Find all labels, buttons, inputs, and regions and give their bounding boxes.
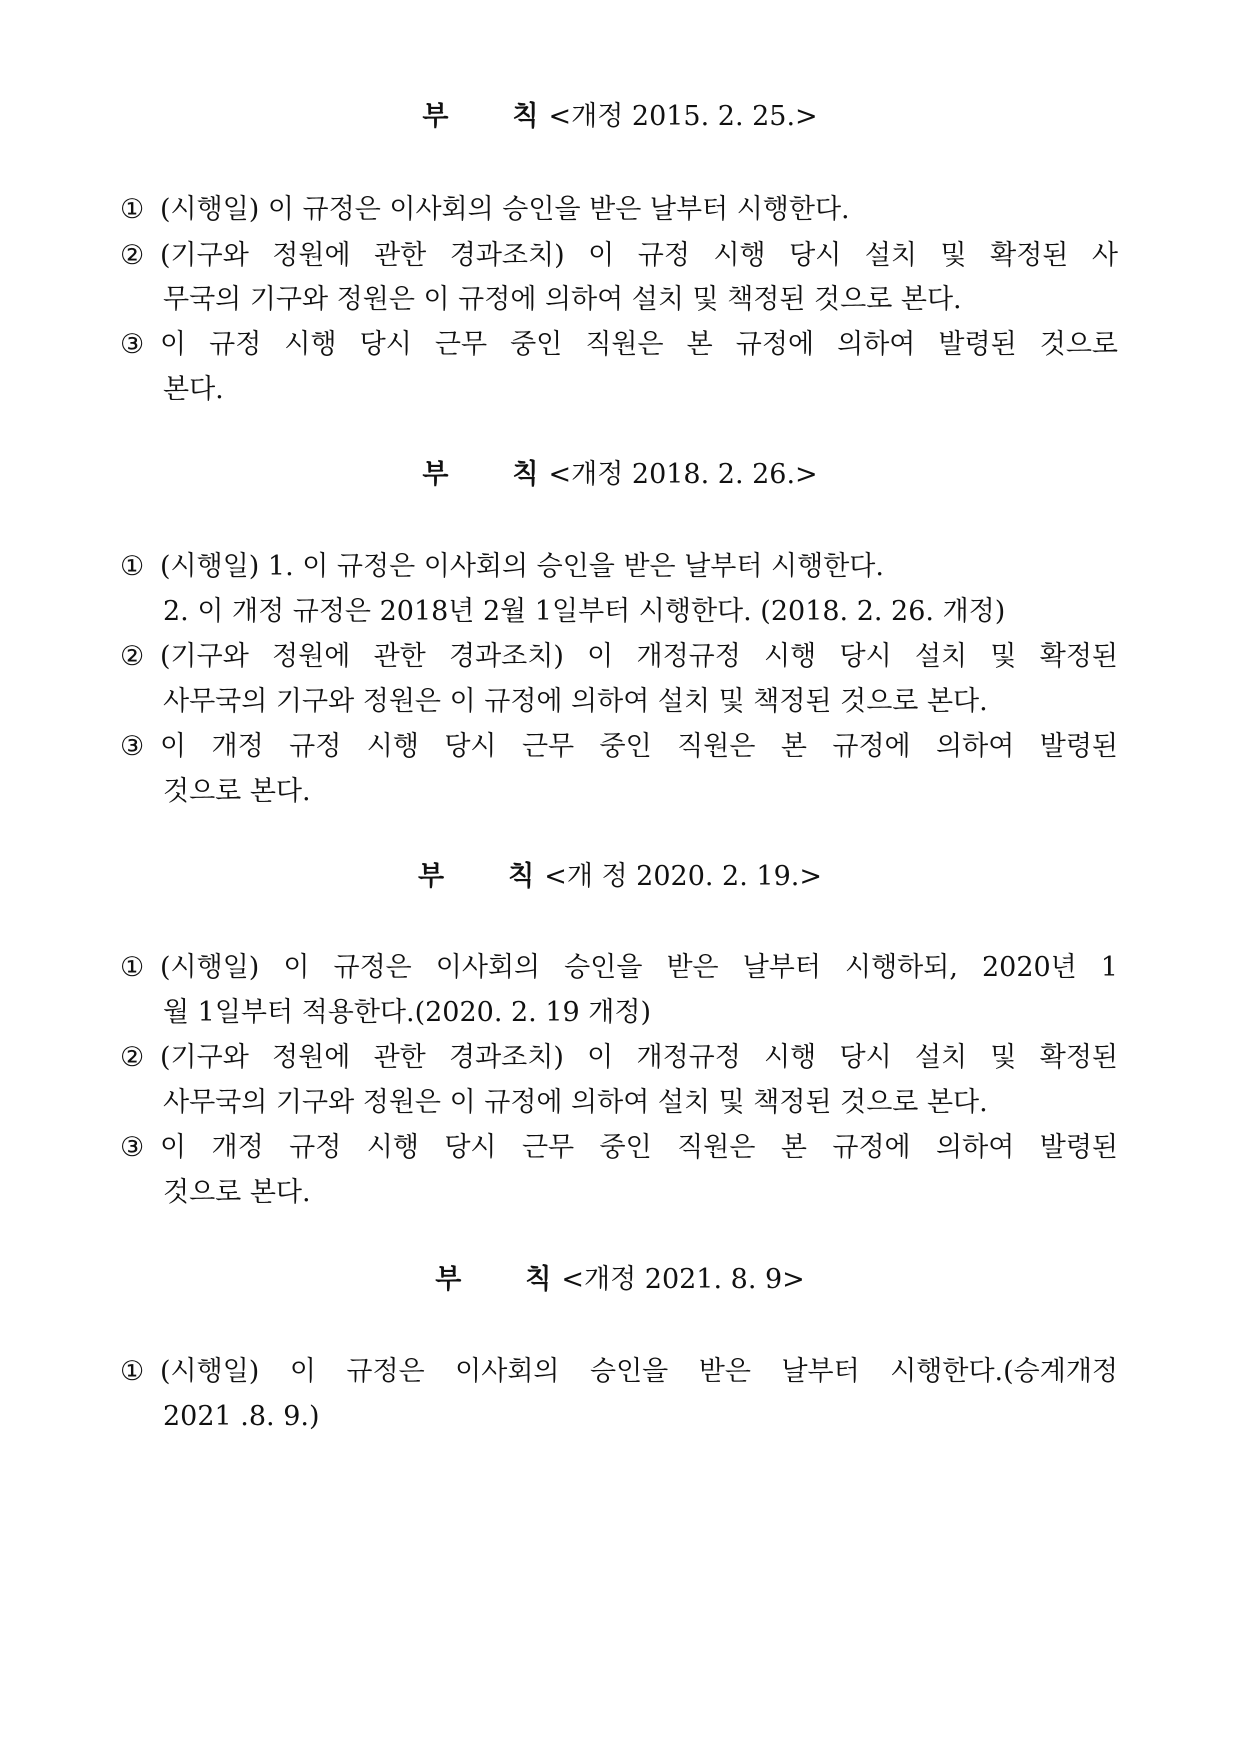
clause-number: ①: [120, 194, 145, 225]
heading-date: <개 정 2020. 2. 19.>: [544, 861, 822, 892]
clause-item: [120, 1352, 1118, 1392]
clause-text: (시행일) 1. 이 규정은 이사회의 승인을 받은 날부터 시행한다.: [160, 551, 884, 582]
clause-text: (기구와 정원에 관한 경과조치) 이 규정 시행 당시 설치 및 확정된 사: [160, 240, 1118, 271]
clause-text: (기구와 정원에 관한 경과조치) 이 개정규정 시행 당시 설치 및 확정된: [160, 641, 1118, 672]
clause-item: [120, 948, 1118, 988]
heading-chik: 칙: [525, 1264, 552, 1295]
heading-date: <개정 2018. 2. 26.>: [548, 459, 818, 490]
heading-chik: 칙: [512, 459, 539, 490]
clause-item: [120, 325, 1118, 365]
clause-number: ③: [120, 1132, 145, 1163]
clause-item: [120, 1128, 1118, 1168]
clause-item: [120, 1038, 1118, 1078]
clause-item: [120, 236, 1118, 276]
clause-number: ③: [120, 329, 145, 360]
heading-date: <개정 2021. 8. 9>: [561, 1264, 805, 1295]
heading-chik: 칙: [508, 861, 535, 892]
section-heading-2020: [0, 857, 1240, 897]
heading-chik: 칙: [512, 101, 539, 132]
clause-continuation: 사무국의 기구와 정원은 이 규정에 의하여 설치 및 책정된 것으로 본다.: [163, 686, 988, 717]
clause-continuation: 본다.: [163, 374, 224, 405]
clause-text: 이 개정 규정 시행 당시 근무 중인 직원은 본 규정에 의하여 발령된: [160, 1132, 1118, 1163]
clause-number: ①: [120, 551, 145, 582]
clause-item: [120, 637, 1118, 677]
heading-bu: 부: [418, 861, 445, 892]
clause-item: [120, 727, 1118, 767]
heading-date: <개정 2015. 2. 25.>: [548, 101, 818, 132]
clause-text: 이 개정 규정 시행 당시 근무 중인 직원은 본 규정에 의하여 발령된: [160, 731, 1118, 762]
heading-bu: 부: [422, 101, 449, 132]
clause-number: ②: [120, 240, 145, 271]
clause-number: ②: [120, 1042, 145, 1073]
clause-continuation: 것으로 본다.: [163, 1177, 311, 1208]
heading-bu: 부: [435, 1264, 462, 1295]
clause-number: ①: [120, 952, 145, 983]
clause-continuation: 사무국의 기구와 정원은 이 규정에 의하여 설치 및 책정된 것으로 본다.: [163, 1087, 988, 1118]
clause-continuation: 것으로 본다.: [163, 776, 311, 807]
clause-continuation: 2. 이 개정 규정은 2018년 2월 1일부터 시행한다. (2018. 2. 26. 개정): [163, 596, 1006, 627]
clause-item: [120, 190, 850, 230]
section-heading-2021: [0, 1260, 1240, 1300]
clause-number: ②: [120, 641, 145, 672]
section-heading-2018: [0, 455, 1240, 495]
clause-number: ①: [120, 1356, 145, 1387]
clause-number: ③: [120, 731, 145, 762]
clause-continuation: 월 1일부터 적용한다.(2020. 2. 19 개정): [163, 997, 651, 1028]
heading-bu: 부: [422, 459, 449, 490]
clause-text: 이 규정 시행 당시 근무 중인 직원은 본 규정에 의하여 발령된 것으로: [160, 329, 1118, 360]
clause-continuation: 2021 .8. 9.): [163, 1401, 320, 1432]
section-heading-2015: [0, 97, 1240, 137]
clause-text: (시행일) 이 규정은 이사회의 승인을 받은 날부터 시행한다.: [160, 194, 850, 225]
clause-text: (시행일) 이 규정은 이사회의 승인을 받은 날부터 시행하되, 2020년 1: [160, 952, 1118, 983]
clause-text: (시행일) 이 규정은 이사회의 승인을 받은 날부터 시행한다.(승계개정: [160, 1356, 1118, 1387]
clause-text: (기구와 정원에 관한 경과조치) 이 개정규정 시행 당시 설치 및 확정된: [160, 1042, 1118, 1073]
clause-item: [120, 547, 884, 587]
clause-continuation: 무국의 기구와 정원은 이 규정에 의하여 설치 및 책정된 것으로 본다.: [163, 284, 962, 315]
